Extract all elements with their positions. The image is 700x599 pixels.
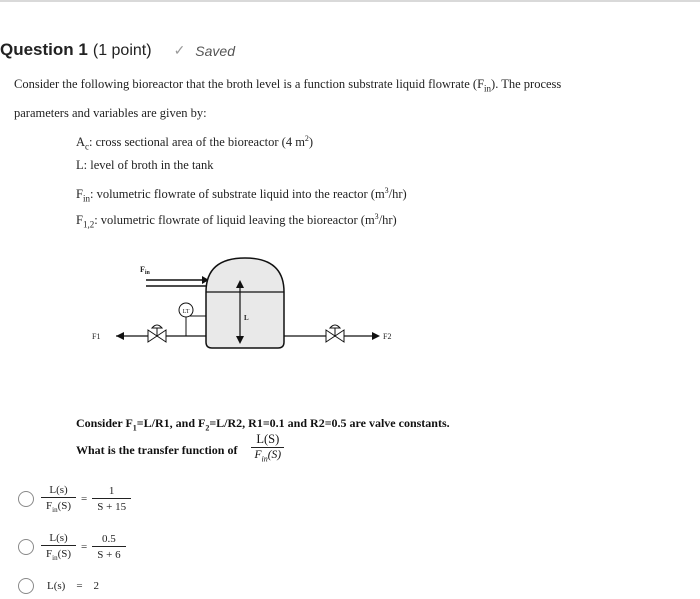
transfer-function-fraction: $\frac{L(S)}{F_{in}(S)}$: [251, 432, 284, 463]
f2-arrow: [372, 332, 380, 340]
option-equation: $\frac{L(s)}{F_{in}(S)}$ = $\frac{0.5}{S + 6}$: [41, 532, 126, 562]
saved-status: [174, 42, 235, 59]
question-ask: What is the transfer function of: [76, 443, 238, 458]
answer-option-2[interactable]: [18, 532, 126, 562]
question-points: (1 point): [92, 42, 152, 59]
param-f12: $F_{1,2}$: volumetric flowrate of liquid leaving the bioreactor $(m^3/hr)$: [76, 212, 397, 230]
param-fin: $F_{in}$: volumetric flowrate of substrate liquid into the reactor $(m^3/hr)$: [76, 186, 407, 204]
intro-sub: in: [484, 83, 492, 94]
answer-option-1[interactable]: [18, 484, 131, 514]
f1-label: F1: [92, 332, 101, 341]
question-intro: [14, 72, 634, 125]
param-level: L: level of broth in the tank: [76, 158, 214, 172]
valve-right: [326, 325, 344, 342]
option-equation: $\frac{L(s)}{F_{in}(S)}$ = $\frac{1}{S + 15}$: [41, 484, 131, 514]
check-icon: ✓: [173, 42, 186, 58]
option-equation: L(s) = 2: [47, 579, 100, 592]
parameter-list: [76, 128, 407, 232]
param-area: $A_c$: cross sectional area of the bioreactor (4 $m^2$): [76, 134, 314, 152]
saved-label: Saved: [195, 42, 235, 59]
valve-left: [148, 325, 166, 342]
radio-button[interactable]: [18, 539, 34, 555]
answer-option-3[interactable]: [18, 578, 105, 594]
fin-label: $F_{in}$: [140, 265, 150, 276]
intro-text-1: Consider the following bioreactor that the broth level is a function substrate liquid flowrate (F: [14, 77, 485, 91]
tank: [206, 258, 284, 348]
question-header: [0, 40, 235, 60]
top-divider: [0, 0, 700, 2]
intro-text-2: ). The process: [491, 77, 562, 91]
radio-button[interactable]: [18, 578, 34, 594]
bioreactor-diagram: [80, 250, 420, 360]
question-title: Question 1: [0, 40, 88, 59]
lt-label: LT: [182, 309, 190, 315]
level-label: L: [244, 314, 249, 322]
f1-arrow: [116, 332, 124, 340]
intro-text-3: parameters and variables are given by:: [14, 105, 207, 120]
problem-statement: Consider $F_1=L/R1$, and $F_2=L/R2$, R1=0.1 and R2=0.5 are valve constants.: [76, 416, 450, 433]
f2-label: F2: [383, 332, 392, 341]
radio-button[interactable]: [18, 491, 34, 507]
problem-question: [76, 432, 284, 463]
